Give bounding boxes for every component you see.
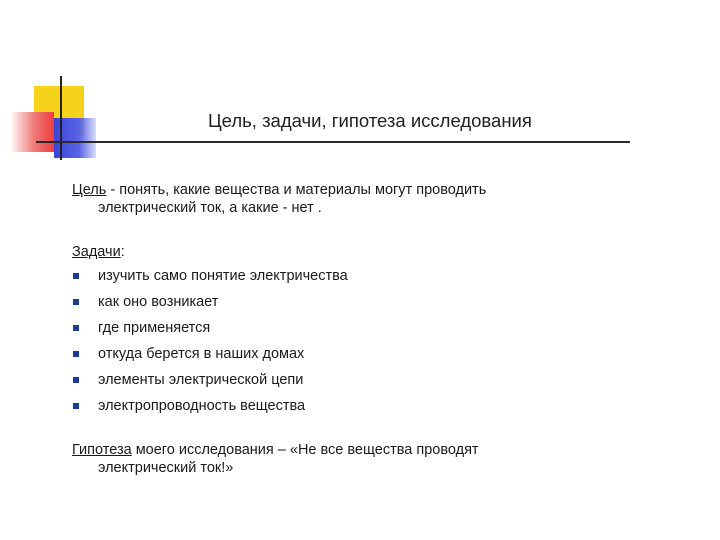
task-text: изучить само понятие электричества bbox=[98, 268, 348, 284]
hypothesis-label: Гипотеза bbox=[72, 442, 132, 458]
goal-paragraph bbox=[72, 181, 664, 217]
slide-body bbox=[72, 181, 664, 477]
tasks-heading bbox=[72, 243, 664, 261]
tasks-colon: : bbox=[120, 244, 125, 260]
task-text: электропроводность вещества bbox=[98, 398, 306, 414]
task-text: где применяется bbox=[98, 320, 211, 336]
decor-vertical-line bbox=[60, 76, 62, 160]
square-bullet-icon bbox=[73, 377, 79, 383]
goal-text-line1: - понять, какие вещества и материалы могут проводить bbox=[106, 182, 487, 198]
slide-title: Цель, задачи, гипотеза исследования bbox=[208, 110, 532, 131]
hypothesis-paragraph bbox=[72, 441, 664, 477]
square-bullet-icon bbox=[73, 403, 79, 409]
list-item bbox=[72, 345, 664, 371]
tasks-label: Задачи bbox=[72, 244, 121, 260]
task-text: как оно возникает bbox=[98, 294, 219, 310]
square-bullet-icon bbox=[73, 325, 79, 331]
task-text: элементы электрической цепи bbox=[98, 372, 304, 388]
list-item bbox=[72, 397, 664, 423]
goal-text-line2: электрический ток, а какие - нет . bbox=[98, 200, 322, 216]
task-text: откуда берется в наших домах bbox=[98, 346, 305, 362]
hypothesis-text-line1: моего исследования – «Не все вещества проводят bbox=[131, 442, 479, 458]
hypothesis-text-line2: электрический ток!» bbox=[98, 460, 234, 476]
square-bullet-icon bbox=[73, 273, 79, 279]
list-item bbox=[72, 293, 664, 319]
list-item bbox=[72, 319, 664, 345]
square-bullet-icon bbox=[73, 299, 79, 305]
square-bullet-icon bbox=[73, 351, 79, 357]
decor-red-gradient bbox=[10, 112, 54, 152]
list-item bbox=[72, 371, 664, 397]
goal-label: Цель bbox=[72, 182, 107, 198]
list-item bbox=[72, 267, 664, 293]
tasks-list bbox=[72, 267, 664, 423]
title-underline bbox=[36, 141, 630, 143]
